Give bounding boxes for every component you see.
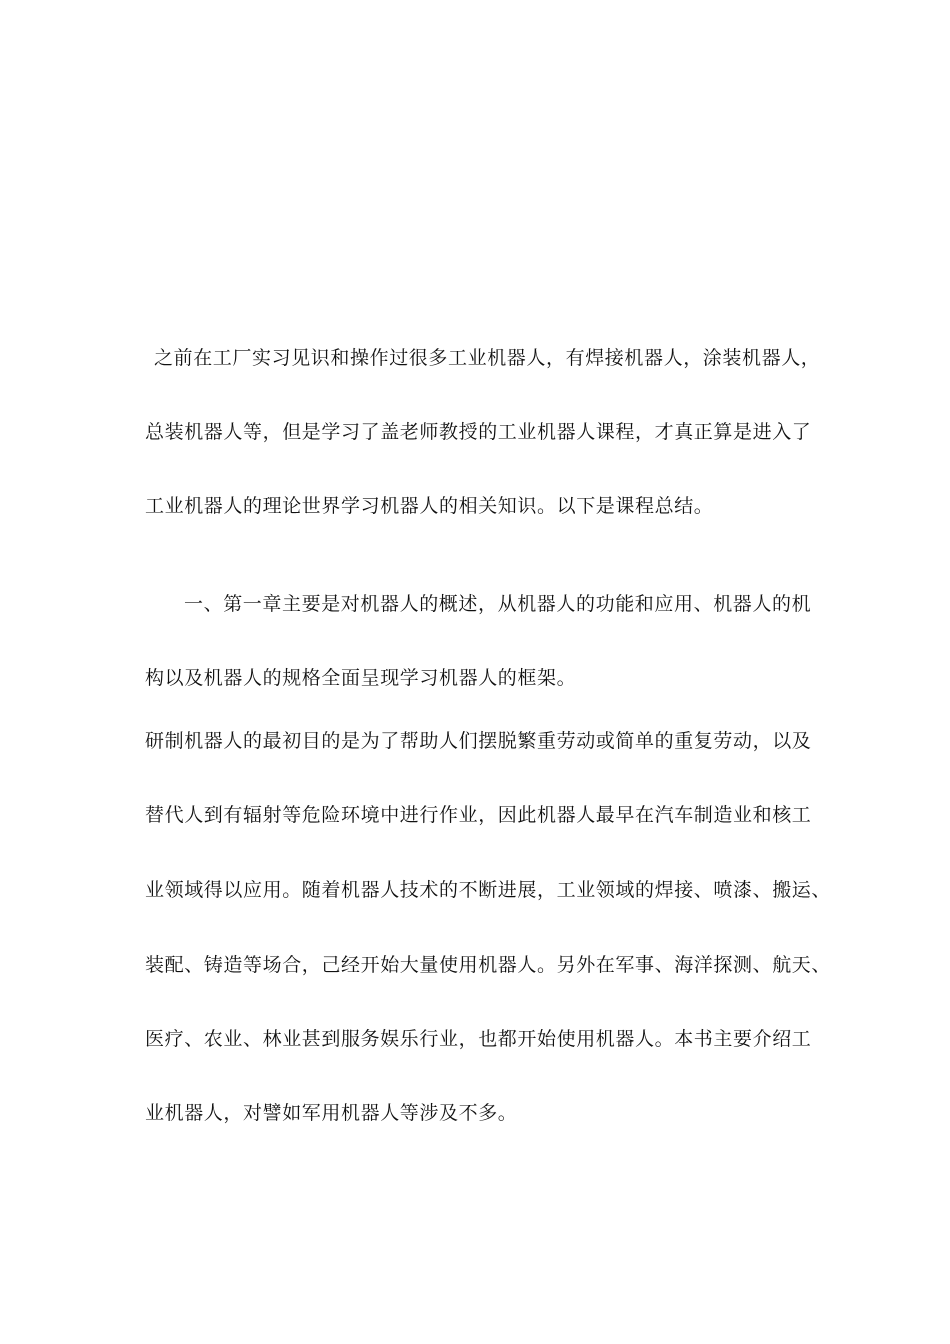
chapter1-line-2: 构以及机器人的规格全面呈现学习机器人的框架。: [145, 667, 577, 689]
purpose-line-1: 研制机器人的最初目的是为了帮助人们摆脱繁重劳动或简单的重复劳动，以及: [145, 730, 812, 752]
intro-line-2: 总装机器人等，但是学习了盖老师教授的工业机器人课程，才真正算是进入了: [145, 421, 812, 443]
chapter1-line-1: 一、第一章主要是对机器人的概述，从机器人的功能和应用、机器人的机: [184, 593, 812, 615]
intro-line-3: 工业机器人的理论世界学习机器人的相关知识。以下是课程总结。: [145, 495, 714, 517]
purpose-line-3: 业领域得以应用。随着机器人技术的不断进展，工业领域的焊接、喷漆、搬运、: [145, 879, 832, 901]
intro-line-1: 之前在工厂实习见识和操作过很多工业机器人，有焊接机器人，涂装机器人，: [154, 347, 821, 369]
purpose-line-2: 替代人到有辐射等危险环境中进行作业，因此机器人最早在汽车制造业和核工: [145, 804, 812, 826]
purpose-line-4: 装配、铸造等场合，己经开始大量使用机器人。另外在军事、海洋探测、航天、: [145, 954, 832, 976]
purpose-line-5: 医疗、农业、林业甚到服务娱乐行业，也都开始使用机器人。本书主要介绍工: [145, 1028, 812, 1050]
purpose-line-6: 业机器人，对譬如军用机器人等涉及不多。: [145, 1102, 518, 1124]
